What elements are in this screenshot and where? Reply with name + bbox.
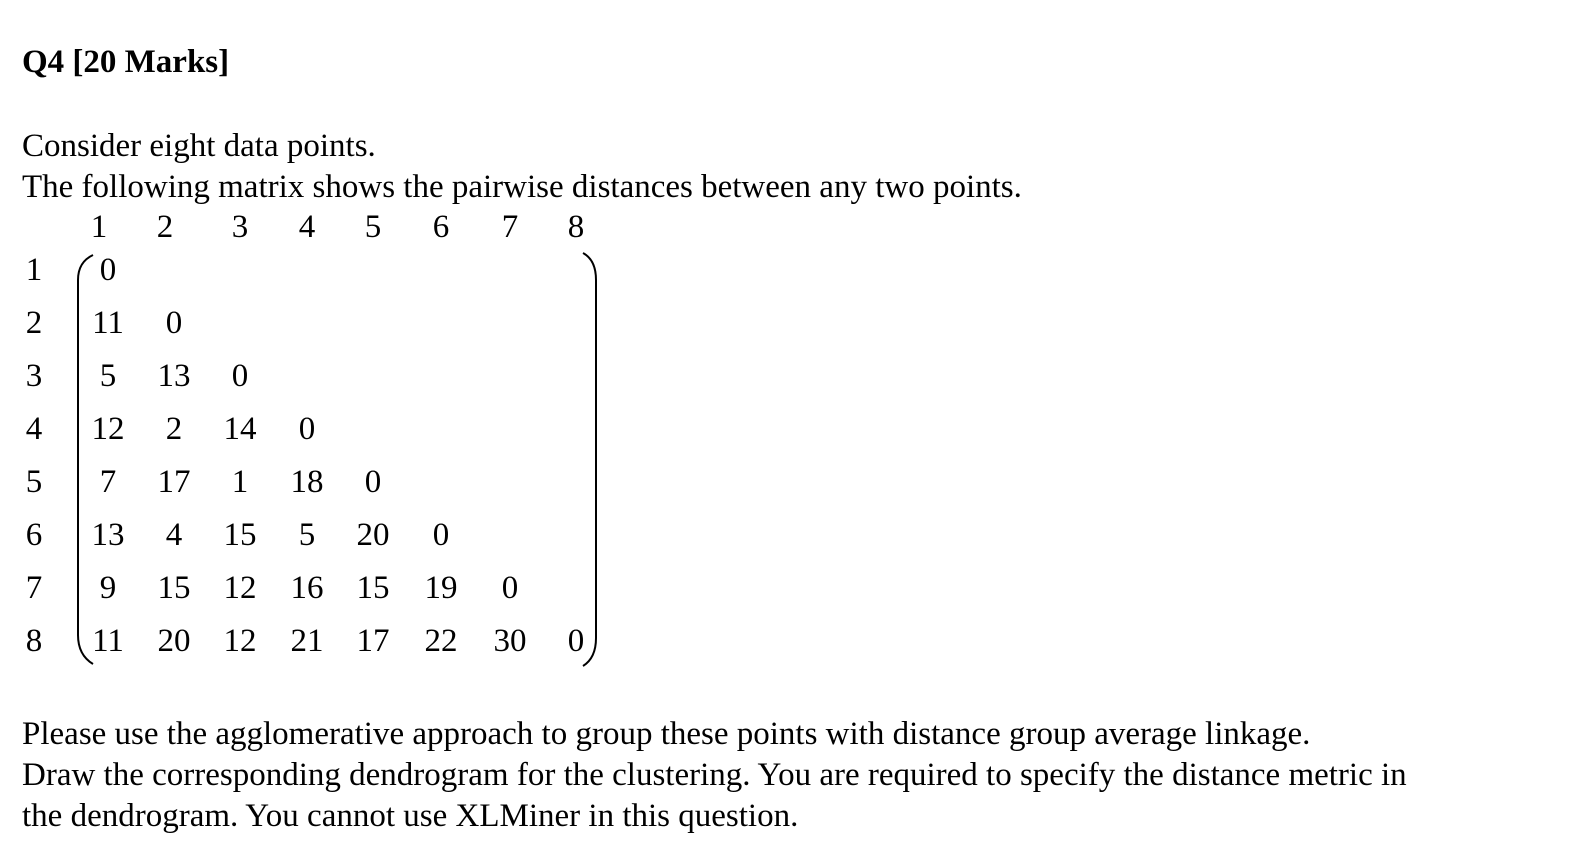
task-line-1: Please use the agglomerative approach to group these points with distance group average linkage. [22, 716, 1311, 752]
matrix-row-label: 2 [25, 305, 43, 341]
matrix-cell: 0 [501, 570, 519, 606]
matrix-column-label: 7 [501, 209, 519, 245]
matrix-cell: 16 [290, 570, 324, 606]
matrix-cell: 18 [290, 464, 324, 500]
matrix-cell: 13 [91, 517, 125, 553]
question-heading: Q4 [20 Marks] [22, 44, 230, 80]
intro-line-2: The following matrix shows the pairwise distances between any two points. [22, 169, 1022, 205]
matrix-cell: 11 [92, 623, 124, 659]
matrix-row-label: 8 [25, 623, 43, 659]
matrix-column-label: 5 [364, 209, 382, 245]
matrix-cell: 7 [99, 464, 117, 500]
matrix-cell: 15 [356, 570, 390, 606]
matrix-cell: 13 [157, 358, 191, 394]
matrix-cell: 15 [157, 570, 191, 606]
matrix-cell: 20 [157, 623, 191, 659]
matrix-row-label: 6 [25, 517, 43, 553]
matrix-cell: 0 [298, 411, 316, 447]
distance-matrix [0, 0, 700, 700]
matrix-cell: 12 [223, 623, 257, 659]
matrix-cell: 0 [165, 305, 183, 341]
matrix-cell: 30 [493, 623, 527, 659]
matrix-column-label: 6 [432, 209, 450, 245]
task-line-2: Draw the corresponding dendrogram for the clustering. You are required to specify the distance metric in [22, 757, 1407, 793]
matrix-column-label: 1 [90, 209, 108, 245]
matrix-cell: 12 [223, 570, 257, 606]
matrix-row-label: 1 [25, 252, 43, 288]
intro-line-1: Consider eight data points. [22, 128, 376, 164]
matrix-cell: 4 [165, 517, 183, 553]
matrix-row-label: 3 [25, 358, 43, 394]
matrix-cell: 0 [432, 517, 450, 553]
matrix-cell: 5 [99, 358, 117, 394]
matrix-column-label: 8 [567, 209, 585, 245]
matrix-row-label: 5 [25, 464, 43, 500]
task-text [22, 714, 1572, 837]
matrix-cell: 11 [92, 305, 124, 341]
matrix-cell: 14 [223, 411, 257, 447]
matrix-cell: 12 [91, 411, 125, 447]
matrix-cell: 19 [424, 570, 458, 606]
matrix-cell: 5 [298, 517, 316, 553]
matrix-column-label: 2 [156, 209, 174, 245]
matrix-cell: 1 [231, 464, 249, 500]
matrix-column-label: 3 [231, 209, 249, 245]
matrix-cell: 0 [567, 623, 585, 659]
matrix-cell: 2 [165, 411, 183, 447]
matrix-cell: 17 [157, 464, 191, 500]
right-bracket [583, 253, 596, 666]
matrix-cell: 15 [223, 517, 257, 553]
task-line-3: the dendrogram. You cannot use XLMiner in this question. [22, 798, 799, 834]
left-bracket [78, 255, 93, 664]
matrix-column-label: 4 [298, 209, 316, 245]
matrix-row-label: 4 [25, 411, 43, 447]
matrix-cell: 0 [364, 464, 382, 500]
matrix-cell: 22 [424, 623, 458, 659]
matrix-cell: 21 [290, 623, 324, 659]
matrix-cell: 9 [99, 570, 117, 606]
matrix-cell: 20 [356, 517, 390, 553]
matrix-cell: 17 [356, 623, 390, 659]
matrix-row-label: 7 [25, 570, 43, 606]
matrix-cell: 0 [231, 358, 249, 394]
matrix-cell: 0 [99, 252, 117, 288]
